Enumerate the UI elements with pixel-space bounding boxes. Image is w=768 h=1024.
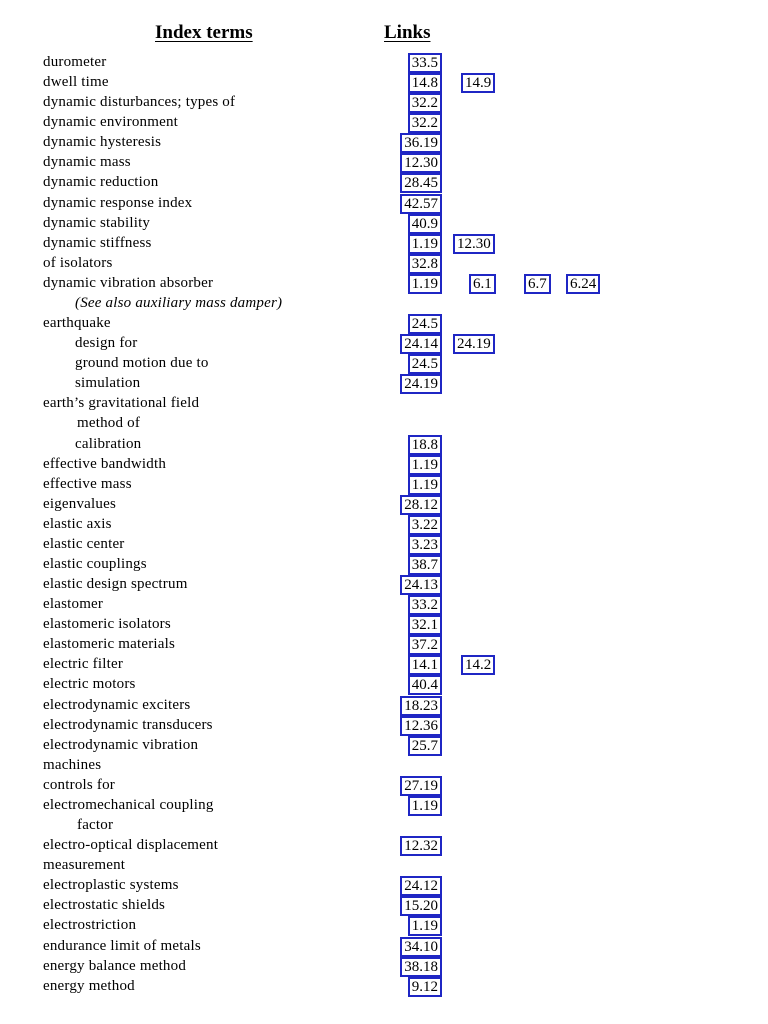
index-entry: [0, 353, 768, 373]
index-term: electric motors: [43, 676, 136, 693]
index-entry: [0, 915, 768, 935]
page-link[interactable]: 38.7: [408, 555, 442, 575]
page-link[interactable]: 24.5: [408, 314, 442, 334]
index-terms-heading: Index terms: [155, 22, 253, 43]
index-entry: [0, 594, 768, 614]
index-term: electric filter: [43, 656, 124, 673]
index-entry: [0, 193, 768, 213]
page-link[interactable]: 28.12: [400, 495, 442, 515]
page-link[interactable]: 14.2: [461, 655, 495, 675]
index-term: electrostriction: [43, 917, 137, 934]
index-term: dynamic mass: [43, 154, 131, 171]
page-link[interactable]: 12.30: [400, 153, 442, 173]
page-link[interactable]: 12.30: [453, 234, 495, 254]
index-entry: [0, 795, 768, 815]
page-link[interactable]: 1.19: [408, 274, 442, 294]
index-entry: [0, 755, 768, 775]
page-link[interactable]: 6.1: [469, 274, 496, 294]
index-entry: [0, 413, 768, 433]
index-entry: [0, 654, 768, 674]
index-term: elastic couplings: [43, 556, 147, 572]
page-link[interactable]: 14.1: [408, 655, 442, 675]
index-term: dynamic stiffness: [43, 234, 152, 251]
index-term: ground motion due to: [75, 355, 209, 372]
page-link[interactable]: 32.2: [408, 113, 442, 133]
index-entry: [0, 393, 768, 413]
index-term: dynamic environment: [43, 114, 179, 131]
page-link[interactable]: 42.57: [400, 194, 442, 214]
index-entry: [0, 895, 768, 915]
page-link[interactable]: 3.22: [408, 515, 442, 535]
page-link[interactable]: 24.13: [400, 575, 442, 595]
index-term: endurance limit of metals: [43, 937, 201, 954]
index-entry: [0, 52, 768, 72]
index-term: elastic center: [43, 535, 125, 552]
index-term: elastic axis: [43, 515, 112, 532]
index-term: durometer: [43, 54, 107, 70]
index-term: electrodynamic vibration: [43, 736, 199, 753]
index-term: machines: [43, 756, 102, 773]
page-link[interactable]: 1.19: [408, 234, 442, 254]
index-term: dynamic reduction: [43, 174, 159, 191]
index-term: electrodynamic transducers: [43, 716, 213, 733]
index-term: design for: [75, 335, 138, 352]
index-term: simulation: [75, 375, 141, 392]
index-entry: [0, 634, 768, 654]
page-link[interactable]: 24.5: [408, 354, 442, 374]
index-term: electromechanical coupling: [43, 796, 214, 813]
index-term: effective mass: [43, 475, 132, 492]
index-entry: [0, 815, 768, 835]
page-link[interactable]: 36.19: [400, 133, 442, 153]
page-link[interactable]: 24.19: [453, 334, 495, 354]
index-term: energy balance method: [43, 957, 187, 974]
index-term: factor: [77, 817, 114, 834]
index-entry: [0, 373, 768, 393]
index-entry: [0, 313, 768, 333]
page-link[interactable]: 37.2: [408, 635, 442, 655]
index-term: elastomeric materials: [43, 636, 176, 653]
index-entry: [0, 213, 768, 233]
page-link[interactable]: 15.20: [400, 896, 442, 916]
page-link[interactable]: 25.7: [408, 736, 442, 756]
index-term: energy method: [43, 977, 135, 994]
index-entry: [0, 956, 768, 976]
page-link[interactable]: 33.5: [408, 53, 442, 73]
index-entry: [0, 253, 768, 273]
page-link[interactable]: 40.4: [408, 675, 442, 695]
index-entry: [0, 132, 768, 152]
index-entry: [0, 454, 768, 474]
index-term: eigenvalues: [43, 495, 117, 512]
see-also-note: (See also auxiliary mass damper): [75, 294, 283, 311]
index-term: earth’s gravitational field: [43, 395, 200, 412]
page-link[interactable]: 33.2: [408, 595, 442, 615]
index-entry: [0, 434, 768, 454]
page-link[interactable]: 40.9: [408, 214, 442, 234]
index-entry: [0, 775, 768, 795]
page-link[interactable]: 3.23: [408, 535, 442, 555]
index-entry: [0, 735, 768, 755]
page-link[interactable]: 1.19: [408, 455, 442, 475]
index-entry: [0, 875, 768, 895]
index-term: electrostatic shields: [43, 897, 166, 914]
index-term: method of: [77, 415, 141, 432]
links-heading: Links: [384, 22, 431, 43]
index-entry: [0, 674, 768, 694]
index-entry: [0, 574, 768, 594]
page-link[interactable]: 28.45: [400, 173, 442, 193]
page-link[interactable]: 18.23: [400, 696, 442, 716]
index-entry: [0, 172, 768, 192]
index-entry: [0, 293, 768, 313]
page-link[interactable]: 27.19: [400, 776, 442, 796]
index-term: elastic design spectrum: [43, 576, 188, 593]
index-entry: [0, 112, 768, 132]
page-link[interactable]: 14.9: [461, 73, 495, 93]
page-link[interactable]: 9.12: [408, 977, 442, 997]
index-term: elastomeric isolators: [43, 616, 171, 633]
index-term: electroplastic systems: [43, 877, 179, 894]
index-entry: [0, 715, 768, 735]
page-link[interactable]: 24.14: [400, 334, 442, 354]
index-entry: [0, 333, 768, 353]
index-entry: [0, 273, 768, 293]
index-entry: [0, 233, 768, 253]
page-link[interactable]: 34.10: [400, 937, 442, 957]
index-entry: [0, 514, 768, 534]
index-term: effective bandwidth: [43, 455, 167, 472]
index-entry: [0, 554, 768, 574]
index-term: earthquake: [43, 315, 111, 332]
index-term: dwell time: [43, 74, 109, 91]
index-term: electro-optical displacement: [43, 837, 219, 854]
page-link[interactable]: 12.32: [400, 836, 442, 856]
index-term: electrodynamic exciters: [43, 696, 191, 713]
index-entry: [0, 534, 768, 554]
index-term: dynamic response index: [43, 194, 193, 211]
index-term: dynamic vibration absorber: [43, 274, 214, 291]
index-term: of isolators: [43, 254, 113, 271]
index-term: dynamic disturbances; types of: [43, 94, 236, 111]
index-entry: [0, 835, 768, 855]
index-term: calibration: [75, 435, 142, 452]
page-link[interactable]: 24.12: [400, 876, 442, 896]
page-link[interactable]: 32.2: [408, 93, 442, 113]
index-entry: [0, 152, 768, 172]
page-link[interactable]: 18.8: [408, 435, 442, 455]
index-entry: [0, 976, 768, 996]
index-entry: [0, 695, 768, 715]
index-entry: [0, 92, 768, 112]
page-link[interactable]: 1.19: [408, 916, 442, 936]
index-term: elastomer: [43, 596, 104, 613]
index-term: dynamic stability: [43, 214, 151, 231]
index-entry: [0, 614, 768, 634]
index-entry: [0, 474, 768, 494]
page-link[interactable]: 14.8: [408, 73, 442, 93]
page-link[interactable]: 12.36: [400, 716, 442, 736]
page-link[interactable]: 6.24: [566, 274, 600, 294]
index-entry: [0, 936, 768, 956]
page-link[interactable]: 1.19: [408, 796, 442, 816]
page-link[interactable]: 6.7: [524, 274, 551, 294]
index-term: controls for: [43, 776, 115, 793]
index-entry: [0, 855, 768, 875]
page-link[interactable]: 32.8: [408, 254, 442, 274]
index-term: dynamic hysteresis: [43, 134, 162, 151]
page-link[interactable]: 38.18: [400, 957, 442, 977]
page-link[interactable]: 32.1: [408, 615, 442, 635]
page-link[interactable]: 1.19: [408, 475, 442, 495]
page-link[interactable]: 24.19: [400, 374, 442, 394]
index-entry: [0, 494, 768, 514]
index-entry: [0, 72, 768, 92]
index-term: measurement: [43, 857, 126, 874]
